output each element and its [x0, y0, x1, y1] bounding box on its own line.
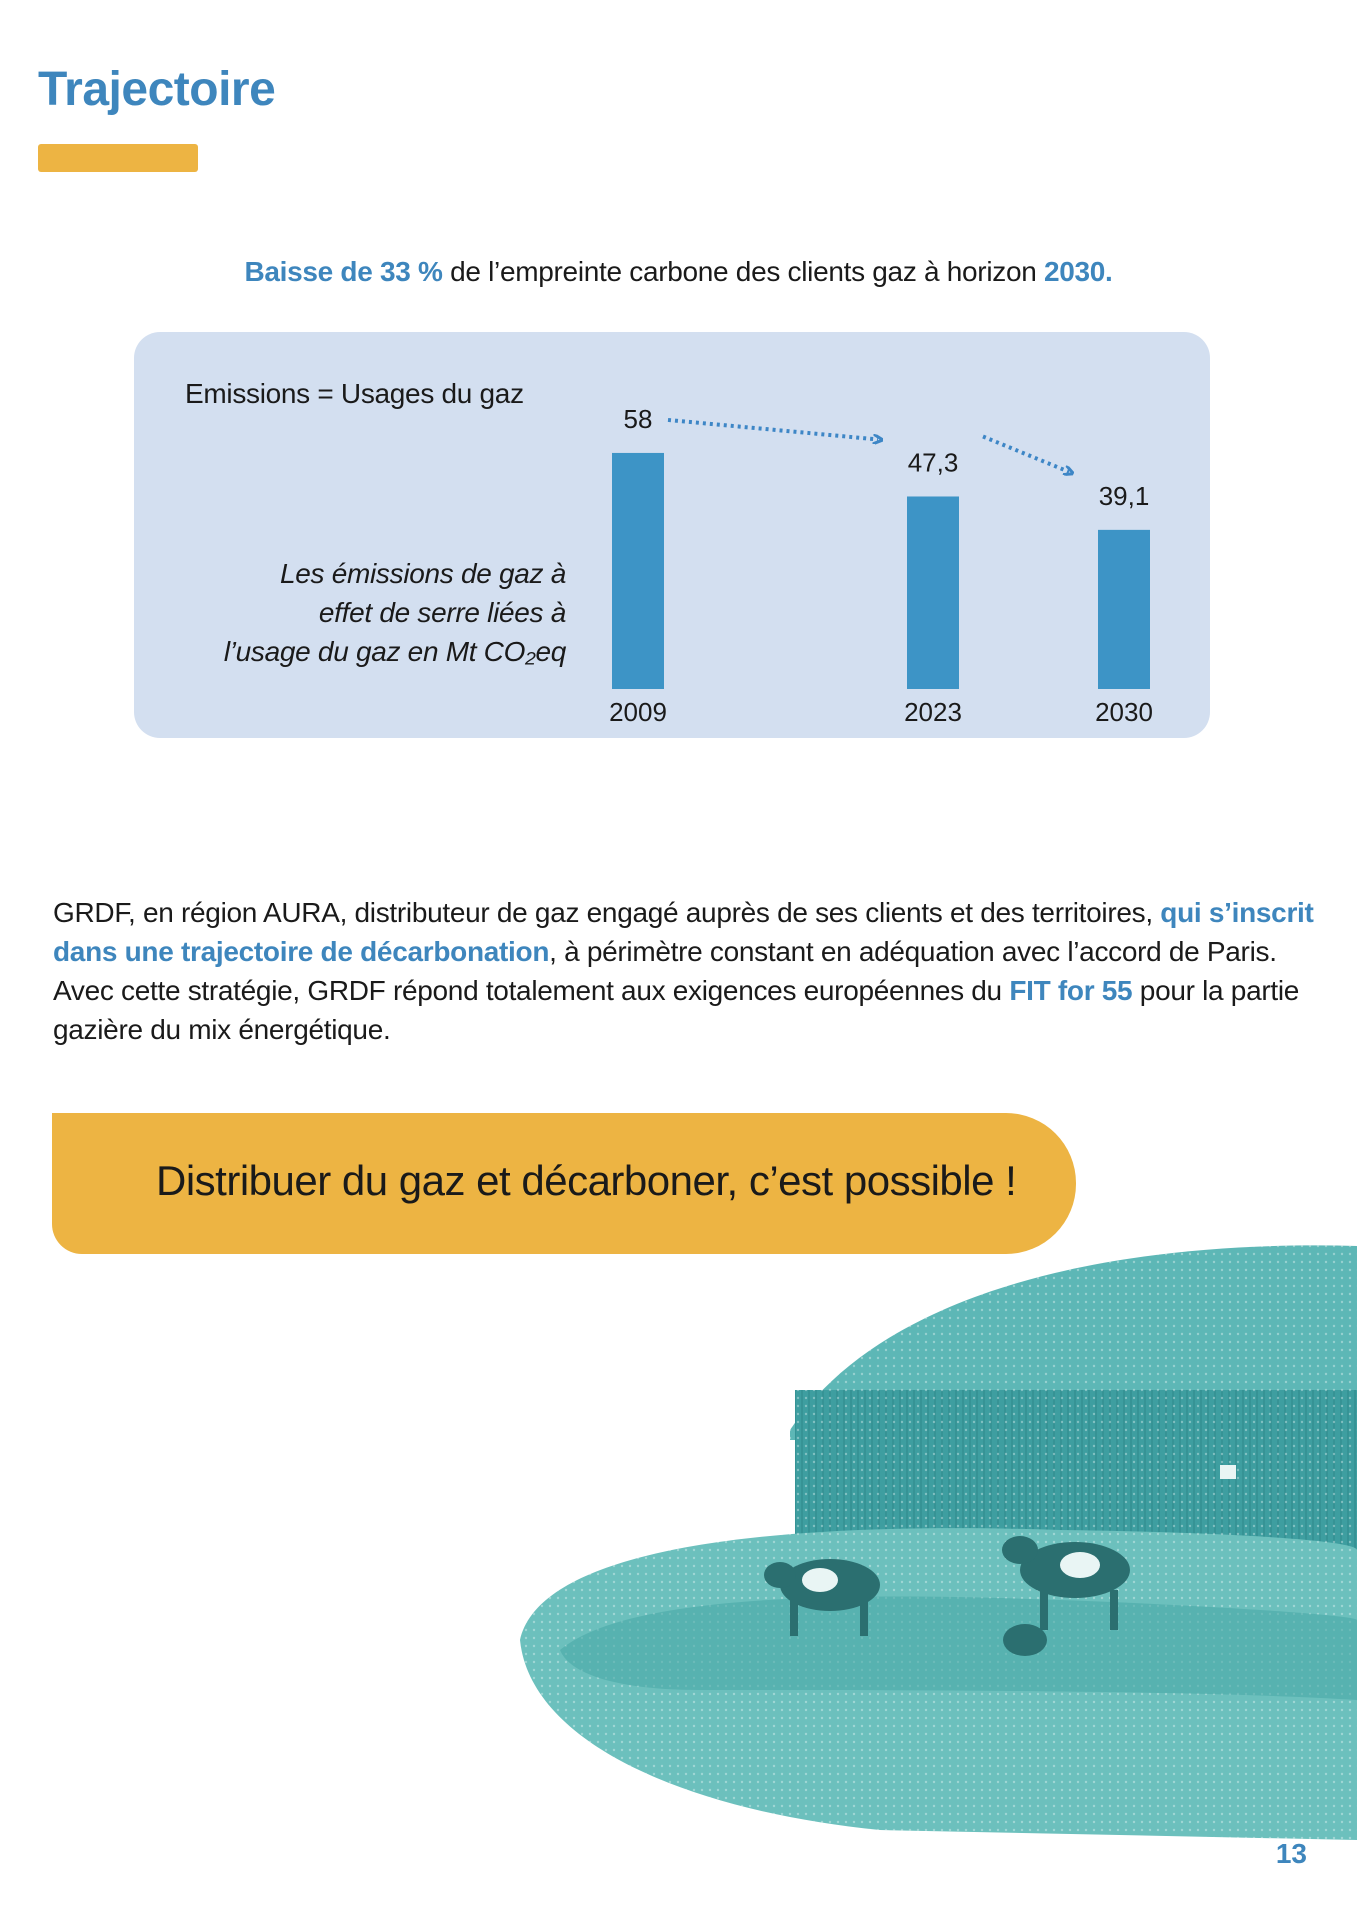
body-text-segment: GRDF, en région AURA, distributeur de gaz engagé auprès de ses clients et des territoires, — [53, 897, 1161, 928]
body-paragraph — [53, 893, 1333, 1049]
chart-subtitle-line: Les émissions de gaz à — [279, 558, 566, 589]
body-text-segment: pour la partie gazière du mix énergétique. — [53, 975, 1300, 1045]
headline-text: de l’empreinte carbone des clients gaz à horizon — [442, 256, 1044, 287]
bar-chart — [134, 332, 1210, 738]
value-label-2009: 58 — [623, 403, 653, 434]
callout-text: Distribuer du gaz et décarboner, c’est possible ! — [156, 1157, 1017, 1204]
biogas-digester-with-cows-photo — [500, 1220, 1357, 1840]
headline-highlight-1: Baisse de 33 % — [244, 256, 443, 287]
bar-2009 — [612, 453, 664, 689]
category-label-2023: 2023 — [904, 697, 962, 727]
chart-subtitle-line: l’usage du gaz en Mt CO₂eq — [223, 636, 566, 667]
title-underline-bar — [38, 144, 198, 172]
trend-arrow-2 — [983, 436, 1069, 471]
chart-subtitle-line: effet de serre liées à — [318, 597, 566, 628]
chart-heading: Emissions = Usages du gaz — [185, 378, 524, 409]
body-highlight: FIT for 55 — [1009, 975, 1133, 1006]
page-number: 13 — [1275, 1838, 1307, 1869]
bar-2030 — [1098, 530, 1150, 689]
page-title: Trajectoire — [38, 63, 276, 116]
body-text-segment: , à périmètre constant en adéquation avec l’accord de Paris. Avec cette stratégie, GRDF répond totalement aux exigences européennes du — [53, 936, 1277, 1006]
value-label-2030: 39,1 — [1098, 480, 1150, 511]
category-label-2009: 2009 — [609, 697, 667, 727]
body-highlight: qui s’inscrit dans une trajectoire de décarbonation — [53, 897, 1314, 967]
headline — [0, 256, 1357, 288]
chart-box — [134, 332, 1210, 738]
headline-highlight-2: 2030. — [1043, 256, 1113, 287]
category-label-2030: 2030 — [1095, 697, 1153, 727]
trend-arrow-1 — [668, 420, 878, 440]
bar-2023 — [907, 496, 959, 689]
value-label-2023: 47,3 — [907, 447, 959, 478]
